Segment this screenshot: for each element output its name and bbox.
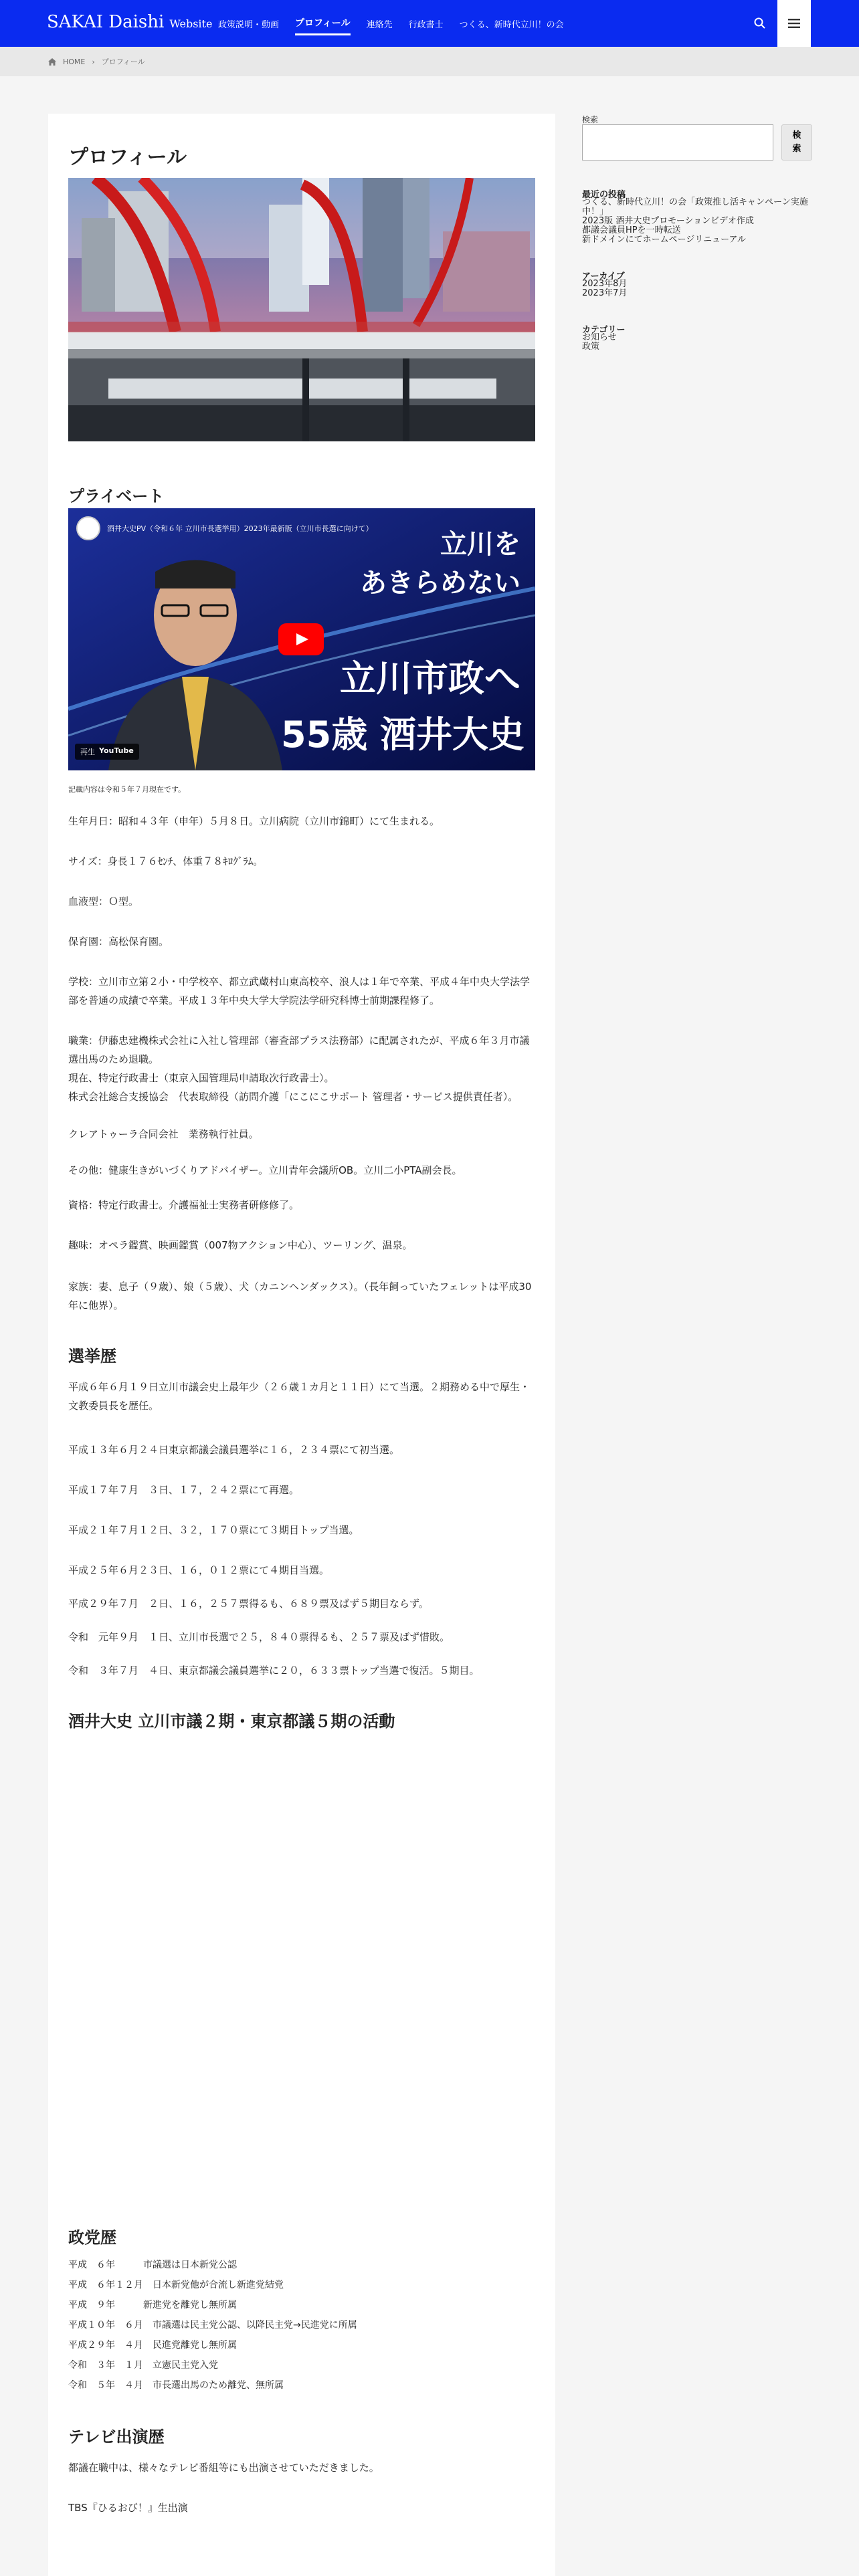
election-item: 平成２９年７月 ２日、１６，２５７票得るも、６８９票及ばず５期目ならず。 bbox=[68, 1598, 429, 1610]
search-input[interactable] bbox=[582, 124, 773, 160]
activity-heading: 酒井大史 立川市議２期・東京都議５期の活動 bbox=[68, 1712, 395, 1731]
party-item: 平成 ９年 新進党を離党し無所属 bbox=[68, 2300, 237, 2311]
election-item: 平成１３年６月２４日東京都議会議員選挙に１６，２３４票にて初当選。 bbox=[68, 1444, 400, 1456]
main-content bbox=[48, 114, 555, 2576]
recent-post-link[interactable]: 新ドメインにてホームページリニューアル bbox=[582, 235, 746, 245]
profile-birth: 生年月日：昭和４３年（申年）５月８日。立川病院（立川市錦町）にて生まれる。 bbox=[68, 815, 440, 827]
recent-post-link[interactable]: 都議会議員HPを一時転送 bbox=[582, 225, 681, 235]
search-icon[interactable] bbox=[752, 15, 768, 31]
tv-text: 都議在職中は、様々なテレビ番組等にも出演させていただきました。 bbox=[68, 2462, 379, 2474]
nav-item-tsukuru[interactable]: つくる、新時代立川！の会 bbox=[459, 19, 564, 30]
site-header bbox=[0, 0, 859, 47]
video-text-line2: あきらめない bbox=[360, 568, 520, 599]
party-heading: 政党歴 bbox=[68, 2228, 116, 2247]
election-heading: 選挙歴 bbox=[68, 1347, 116, 1366]
nav-item-policy[interactable]: 政策説明・動画 bbox=[218, 19, 280, 30]
main-nav bbox=[218, 0, 564, 47]
page-title: プロフィール bbox=[68, 146, 187, 169]
party-item: 令和 ３年 １月 立憲民主党入党 bbox=[68, 2360, 218, 2371]
breadcrumb-bar bbox=[0, 47, 859, 76]
logo-main: SAKAI Daishi bbox=[47, 12, 165, 32]
election-item: 平成１７年７月 ３日、１７，２４２票にて再選。 bbox=[68, 1484, 300, 1496]
private-heading: プライベート bbox=[68, 487, 165, 506]
archive-link[interactable]: 2023年7月 bbox=[582, 288, 628, 298]
profile-job4: クレアトゥーラ合同会社 業務執行社員。 bbox=[68, 1128, 259, 1140]
party-item: 令和 ５年 ４月 市長選出馬のため離党、無所属 bbox=[68, 2380, 284, 2391]
profile-license: 資格：特定行政書士。介護福祉士実務者研修修了。 bbox=[68, 1199, 300, 1211]
category-link[interactable]: 政策 bbox=[582, 342, 600, 352]
video-title[interactable]: 酒井大史PV（令和６年 立川市長選挙用）2023年最新版（立川市長選に向けて） bbox=[107, 524, 373, 533]
profile-job2: 現在、特定行政書士（東京入国管理局申請取次行政書士）。 bbox=[68, 1072, 335, 1084]
activity-embed-area bbox=[68, 1745, 535, 2334]
hamburger-menu-button[interactable] bbox=[777, 0, 811, 47]
party-item: 平成１０年 ６月 市議選は民主党公認、以降民主党→民進党に所属 bbox=[68, 2320, 357, 2331]
youtube-play-button[interactable] bbox=[278, 623, 324, 655]
search-label: 検索 bbox=[582, 115, 599, 124]
party-item: 平成 ６年１２月 日本新党他が合流し新進党結党 bbox=[68, 2280, 284, 2290]
category-link[interactable]: お知らせ bbox=[582, 332, 617, 342]
election-item: 平成２５年６月２３日、１６，０１２票にて４期目当選。 bbox=[68, 1564, 330, 1576]
video-text-line4: 55歳 酒井大史 bbox=[281, 714, 524, 756]
youtube-watch-bar[interactable] bbox=[75, 744, 139, 760]
search-button[interactable]: 検索 bbox=[781, 124, 812, 160]
tv-item: TBS『ひるおび！』生出演 bbox=[68, 2502, 188, 2514]
nav-item-profile[interactable]: プロフィール bbox=[295, 12, 351, 35]
video-text-line1: 立川を bbox=[440, 529, 520, 560]
nav-item-gyoseishoshi[interactable]: 行政書士 bbox=[408, 19, 444, 30]
profile-job3: 株式会社総合支援協会 代表取締役（訪問介護「にこにこサポート 管理者・サービス提供責任者）。 bbox=[68, 1091, 518, 1103]
profile-school: 学校：立川市立第２小・中学校卒、都立武蔵村山東高校卒、浪人は１年で卒業、平成４年中央大学法学部を普通の成績で卒業。平成１３年中央大学大学院法学研究科博士前期課程修了。 bbox=[68, 976, 531, 1006]
election-item: 令和 元年９月 １日、立川市長選で２５，８４０票得るも、２５７票及ばず惜敗。 bbox=[68, 1631, 450, 1643]
logo-sub: Website bbox=[169, 17, 213, 30]
profile-family: 家族：妻、息子（９歳）、娘（５歳）、犬（カニンヘンダックス）。（長年飼っていたフェレットは平成30年に他界）。 bbox=[68, 1281, 532, 1311]
archive-link[interactable]: 2023年8月 bbox=[582, 279, 628, 289]
profile-hobby: 趣味：オペラ鑑賞、映画鑑賞（007物アクション中心）、ツーリング、温泉。 bbox=[68, 1239, 413, 1251]
breadcrumb-current: プロフィール bbox=[101, 58, 145, 66]
nav-item-contact[interactable]: 連絡先 bbox=[366, 19, 393, 30]
profile-other: その他：健康生きがいづくりアドバイザー。立川青年会議所OB。立川二小PTA副会長。 bbox=[68, 1164, 462, 1176]
profile-nursery: 保育園：高松保育園。 bbox=[68, 936, 169, 948]
youtube-video-embed[interactable] bbox=[68, 508, 535, 770]
party-item: 平成２９年 ４月 民進党離党し無所属 bbox=[68, 2340, 237, 2351]
breadcrumb-home[interactable]: HOME bbox=[63, 57, 86, 66]
hero-image-bridge bbox=[68, 178, 535, 441]
election-item: 令和 ３年７月 ４日、東京都議会議員選挙に２０，６３３票トップ当選で復活。５期目。 bbox=[68, 1665, 480, 1677]
profile-job1: 職業：伊藤忠建機株式会社に入社し管理部（審査部プラス法務部）に配属されたが、平成６年３月市議選出馬のため退職。 bbox=[68, 1035, 530, 1065]
chevron-right-icon: › bbox=[92, 57, 95, 66]
election-item: 平成２１年７月１２日、３２，１７０票にて３期目トップ当選。 bbox=[68, 1524, 359, 1536]
category-heading: カテゴリー bbox=[582, 325, 626, 335]
recent-post-link[interactable]: つくる、新時代立川！の会「政策推し活キャンペーン実施中！」 bbox=[582, 197, 808, 217]
hamburger-icon bbox=[788, 18, 800, 29]
youtube-logo: YouTube bbox=[99, 746, 134, 755]
watch-on-label: 再生 bbox=[80, 748, 95, 756]
play-icon bbox=[278, 623, 324, 655]
note-text: 記載内容は令和５年７月現在です。 bbox=[68, 785, 186, 794]
breadcrumb bbox=[48, 56, 145, 67]
profile-blood: 血液型：Ｏ型。 bbox=[68, 895, 139, 907]
video-avatar[interactable] bbox=[76, 516, 100, 540]
home-icon bbox=[48, 58, 56, 66]
video-text-line3: 立川市政へ bbox=[340, 657, 520, 700]
recent-posts-heading: 最近の投稿 bbox=[582, 190, 626, 200]
party-item: 平成 ６年 市議選は日本新党公認 bbox=[68, 2260, 237, 2270]
site-logo[interactable] bbox=[47, 12, 212, 32]
tv-heading: テレビ出演歴 bbox=[68, 2428, 165, 2446]
recent-post-link[interactable]: 2023版 酒井大史プロモーションビデオ作成 bbox=[582, 216, 754, 226]
election-item: 平成６年６月１９日立川市議会史上最年少（２６歳１カ月と１１日）にて当選。２期務める中で厚生・文教委員長を歴任。 bbox=[68, 1381, 531, 1412]
profile-size: サイズ：身長１７６ｾﾝﾁ、体重７８ｷﾛｸﾞﾗﾑ。 bbox=[68, 855, 264, 867]
archive-heading: アーカイブ bbox=[582, 272, 625, 282]
